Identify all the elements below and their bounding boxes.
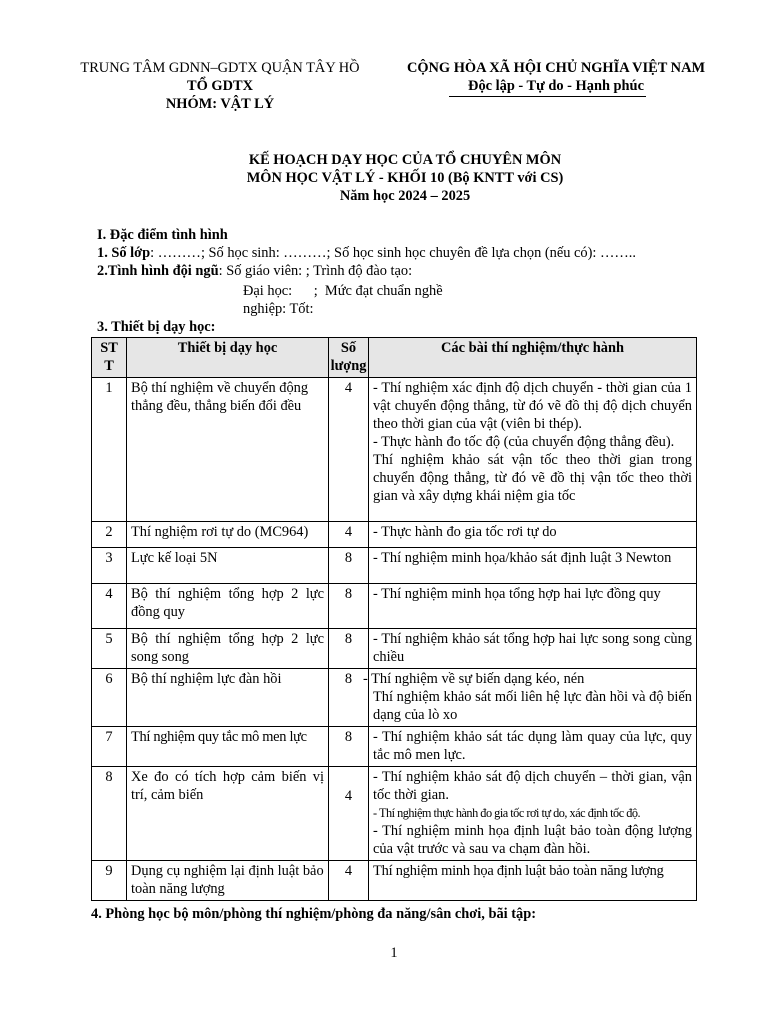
row-qty: 8 bbox=[329, 669, 369, 727]
table-row bbox=[92, 861, 697, 901]
equipment-heading: 3. Thiết bị dạy học: bbox=[97, 319, 216, 335]
row-qty: 8 bbox=[329, 727, 369, 767]
experiment-item: - Thí nghiệm khảo sát độ dịch chuyển – thời gian, vận tốc thời gian. bbox=[373, 769, 692, 803]
experiment-item: - Thí nghiệm về sự biến dạng kéo, nén bbox=[363, 671, 585, 687]
row-stt: 1 bbox=[92, 378, 127, 522]
row-device: Bộ thí nghiệm về chuyển động thẳng đều, thẳng biến đổi đều bbox=[127, 378, 329, 522]
row-stt: 9 bbox=[92, 861, 127, 901]
table-row bbox=[92, 727, 697, 767]
row-device: Bộ thí nghiệm lực đàn hồi bbox=[127, 669, 329, 727]
row-qty: 8 bbox=[329, 629, 369, 669]
classroom-heading: 4. Phòng học bộ môn/phòng thí nghiệm/phòng đa năng/sân chơi, bãi tập: bbox=[91, 906, 537, 922]
school-year: Năm học 2024 – 2025 bbox=[339, 188, 471, 204]
row-qty: 8 bbox=[329, 584, 369, 629]
experiment-item: - Thực hành đo tốc độ (của chuyển động thẳng đều). bbox=[373, 434, 675, 450]
staff-standard-line: nghiệp: Tốt: bbox=[243, 301, 314, 317]
staff-line bbox=[97, 262, 412, 280]
experiment-item: Thí nghiệm khảo sát vận tốc theo thời gian trong chuyển động thẳng, từ đó vẽ đồ thị vận tốc theo thời gian và xây dựng khái niệm gia tốc bbox=[373, 452, 692, 504]
row-device: Thí nghiệm rơi tự do (MC964) bbox=[127, 522, 329, 548]
row-device: Lực kế loại 5N bbox=[127, 548, 329, 584]
row-experiments bbox=[369, 767, 697, 861]
row-experiments: - Thực hành đo gia tốc rơi tự do bbox=[369, 522, 697, 548]
org-group: NHÓM: VẬT LÝ bbox=[165, 96, 275, 112]
page-number: 1 bbox=[390, 945, 398, 961]
row-device: Bộ thí nghiệm tổng hợp 2 lực song song bbox=[127, 629, 329, 669]
row-qty: 8 bbox=[329, 548, 369, 584]
class-count-label: 1. Số lớp bbox=[97, 245, 151, 261]
row-experiments: - Thí nghiệm khảo sát tác dụng làm quay của lực, quy tắc mô men lực. bbox=[369, 727, 697, 767]
row-stt: 5 bbox=[92, 629, 127, 669]
table-row bbox=[92, 522, 697, 548]
header-device: Thiết bị dạy học bbox=[127, 338, 329, 378]
experiment-item: - Thí nghiệm xác định độ dịch chuyển - thời gian của 1 vật chuyển động thẳng, từ đó vẽ đồ thị độ dịch chuyển theo thời gian của vật (viên bi thép). bbox=[373, 380, 692, 432]
row-device: Xe đo có tích hợp cảm biến vị trí, cảm biến bbox=[127, 767, 329, 861]
header-qty: Số lượng bbox=[329, 338, 369, 378]
row-qty: 4 bbox=[329, 522, 369, 548]
row-stt: 4 bbox=[92, 584, 127, 629]
row-stt: 6 bbox=[92, 669, 127, 727]
row-experiments: Thí nghiệm minh họa định luật bảo toàn năng lượng bbox=[369, 861, 697, 901]
org-name: TRUNG TÂM GDNN–GDTX QUẬN TÂY HỒ bbox=[80, 60, 360, 76]
staff-label: 2.Tình hình đội ngũ bbox=[97, 263, 219, 279]
section-heading: I. Đặc điểm tình hình bbox=[97, 227, 228, 243]
row-stt: 3 bbox=[92, 548, 127, 584]
motto-underline bbox=[449, 96, 646, 97]
national-title: CỘNG HÒA XÃ HỘI CHỦ NGHĨA VIỆT NAM bbox=[406, 60, 706, 76]
table-row bbox=[92, 669, 697, 727]
table-row bbox=[92, 548, 697, 584]
table-header-row bbox=[92, 338, 697, 378]
experiment-item: Thí nghiệm khảo sát mối liên hệ lực đàn hồi và độ biến dạng của lò xo bbox=[373, 689, 692, 723]
row-experiments: - Thí nghiệm minh họa tổng hợp hai lực đồng quy bbox=[369, 584, 697, 629]
row-experiments: - Thí nghiệm minh họa/khảo sát định luật 3 Newton bbox=[369, 548, 697, 584]
experiment-item: - Thí nghiệm minh họa định luật bảo toàn động lượng của vật trước và sau va chạm đàn hồi. bbox=[373, 823, 692, 857]
header-stt: STT bbox=[92, 338, 127, 378]
row-experiments bbox=[369, 378, 697, 522]
table-row bbox=[92, 584, 697, 629]
class-count-text: : ………; Số học sinh: ………; Số học sinh học chuyên đề lựa chọn (nếu có): …….. bbox=[150, 245, 636, 261]
staff-text: : Số giáo viên: ; Trình độ đào tạo: bbox=[218, 263, 413, 279]
row-qty: 4 bbox=[329, 861, 369, 901]
row-stt: 8 bbox=[92, 767, 127, 861]
national-motto: Độc lập - Tự do - Hạnh phúc bbox=[468, 78, 644, 94]
document-title: KẾ HOẠCH DẠY HỌC CỦA TỔ CHUYÊN MÔN bbox=[248, 152, 562, 168]
row-device: Dụng cụ nghiệm lại định luật bảo toàn năng lượng bbox=[127, 861, 329, 901]
document-subtitle: MÔN HỌC VẬT LÝ - KHỐI 10 (Bộ KNTT với CS) bbox=[246, 170, 564, 186]
row-device: Bộ thí nghiệm tổng hợp 2 lực đồng quy bbox=[127, 584, 329, 629]
experiment-item: - Thí nghiệm thực hành đo gia tốc rơi tự do, xác định tốc độ. bbox=[373, 806, 641, 820]
row-experiments bbox=[363, 669, 697, 727]
row-qty: 4 bbox=[329, 378, 369, 522]
table-row bbox=[92, 629, 697, 669]
table-row bbox=[92, 378, 697, 522]
table-row bbox=[92, 767, 697, 861]
row-stt: 7 bbox=[92, 727, 127, 767]
row-experiments: - Thí nghiệm khảo sát tổng hợp hai lực song song cùng chiều bbox=[369, 629, 697, 669]
org-department: TỔ GDTX bbox=[187, 78, 253, 94]
header-experiments: Các bài thí nghiệm/thực hành bbox=[369, 338, 697, 378]
equipment-table bbox=[91, 337, 697, 901]
row-qty: 4 bbox=[329, 767, 369, 861]
staff-degree-line: Đại học: ; Mức đạt chuẩn nghề bbox=[243, 283, 443, 299]
class-count-line bbox=[97, 244, 636, 262]
row-device: Thí nghiệm quy tắc mô men lực bbox=[127, 727, 329, 767]
row-stt: 2 bbox=[92, 522, 127, 548]
